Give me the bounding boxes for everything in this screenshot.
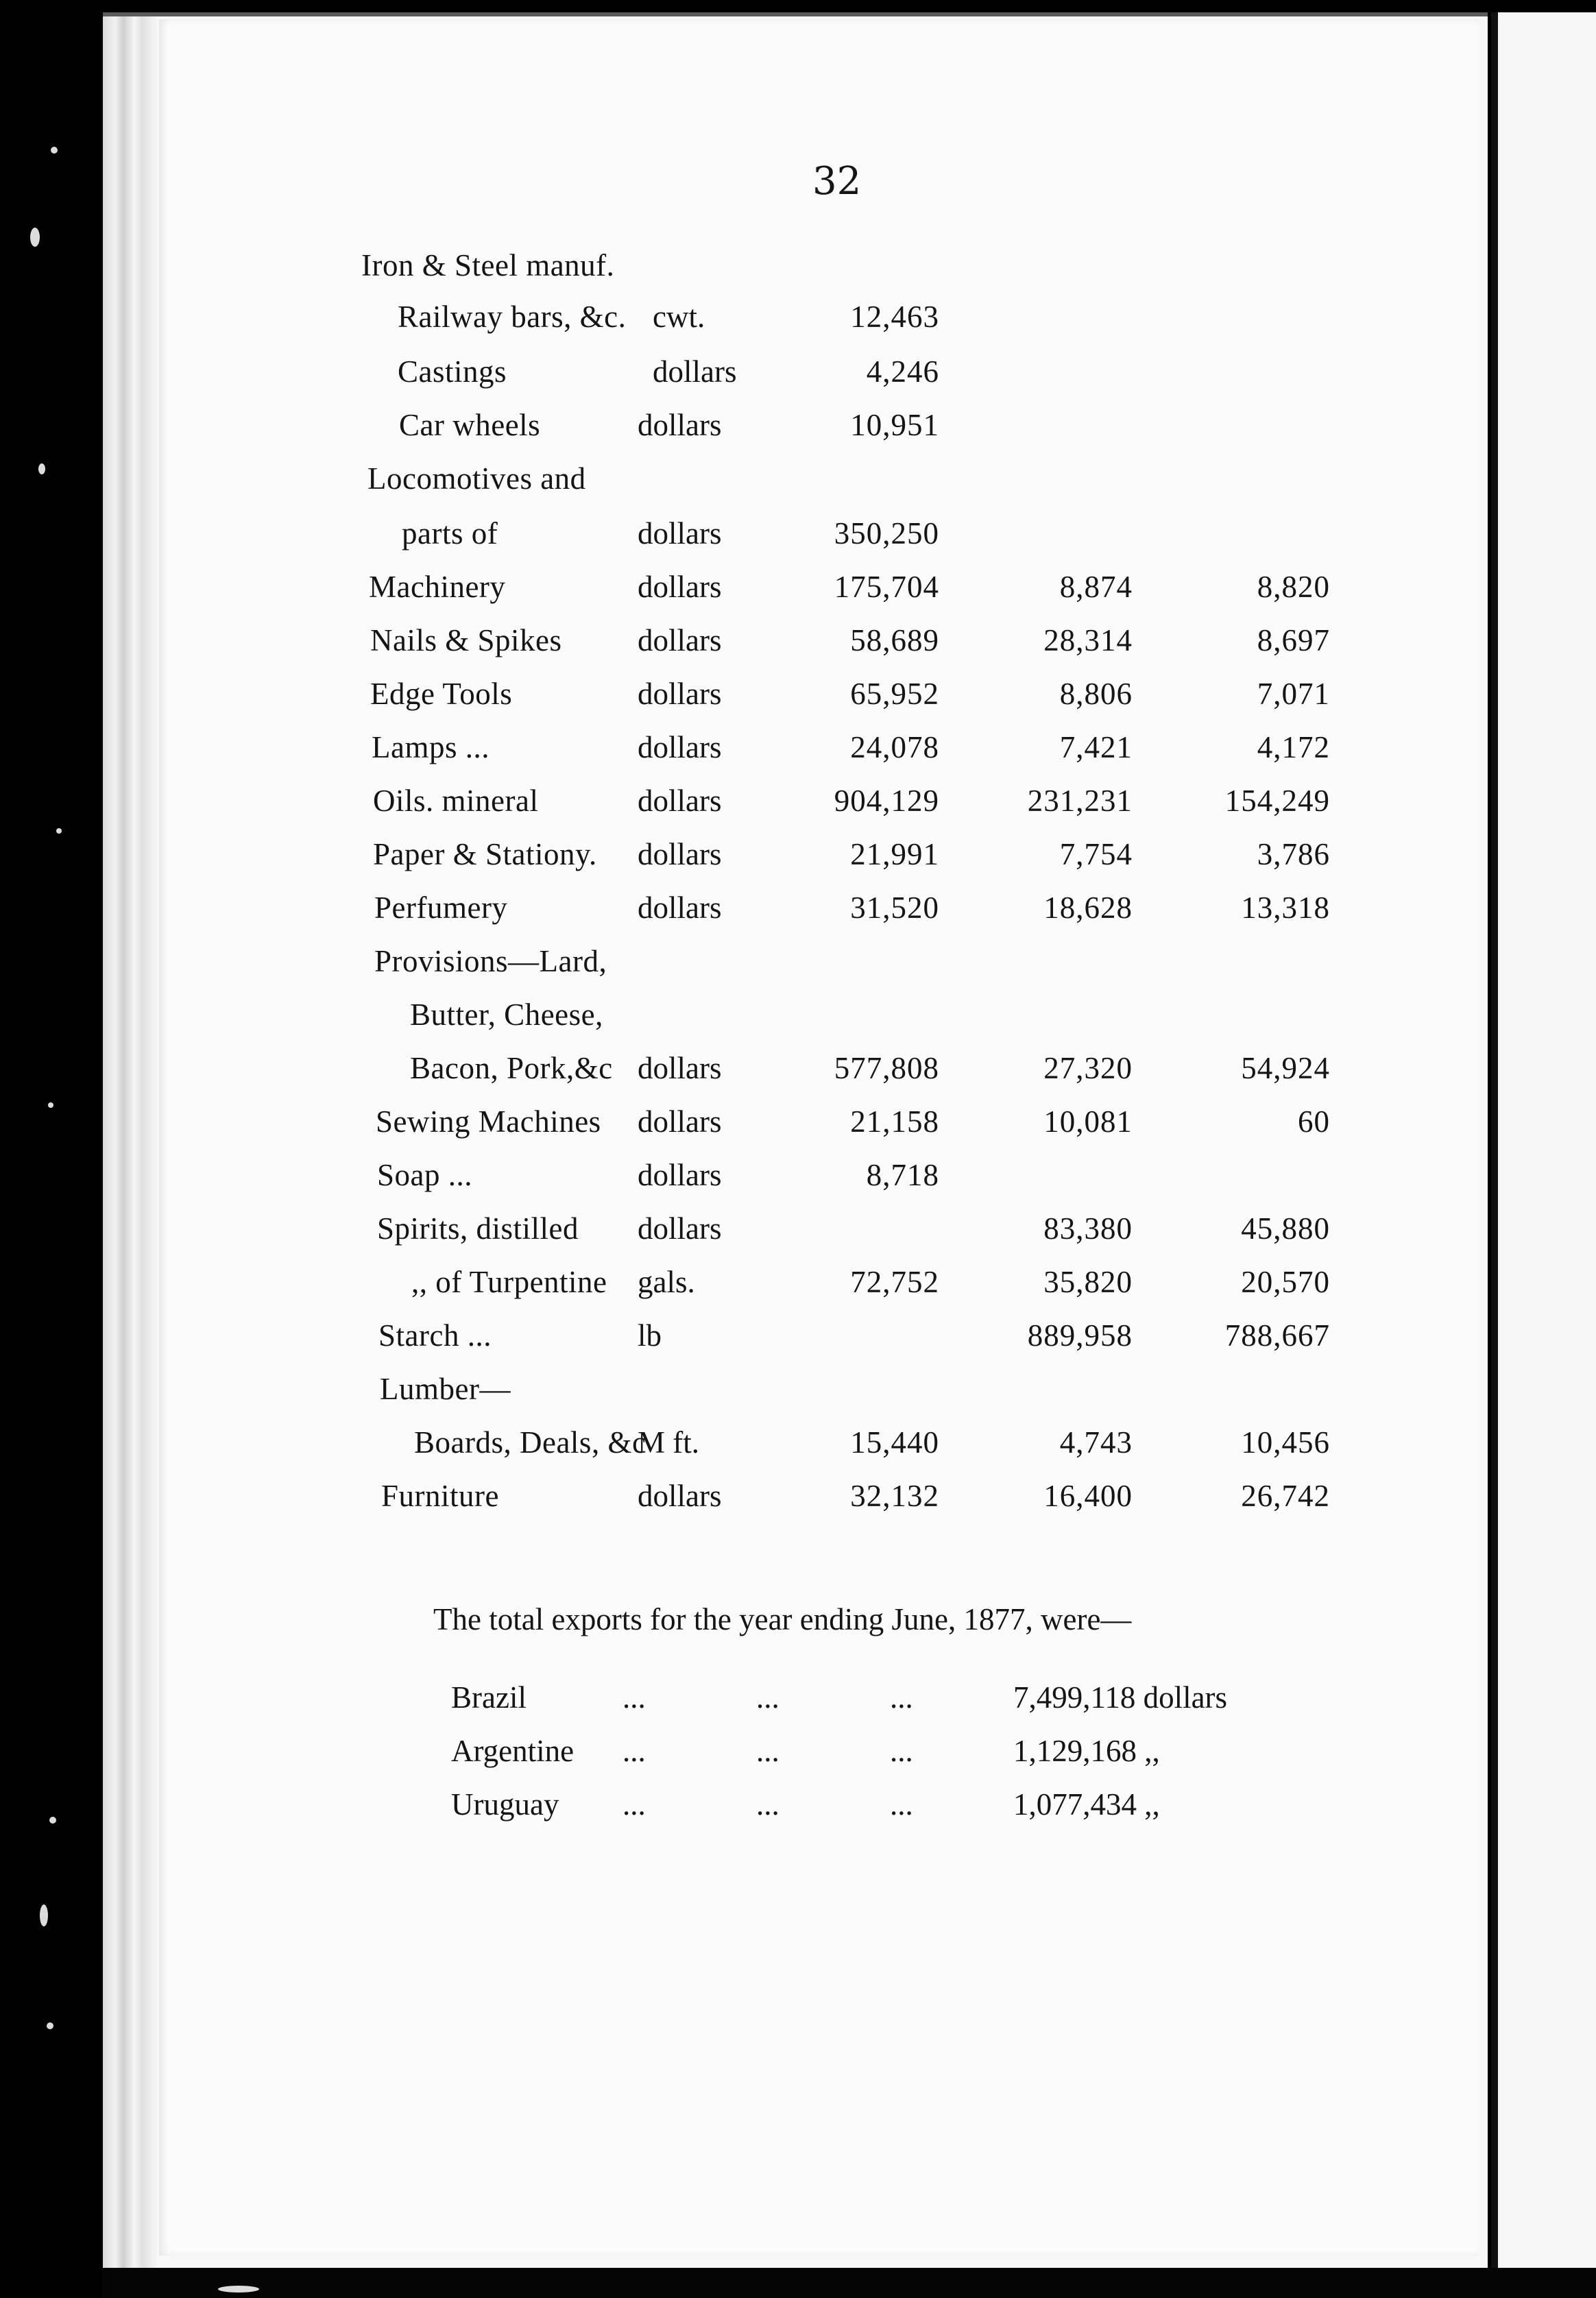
scan-mark <box>47 2022 53 2029</box>
scan-mark <box>56 828 62 834</box>
value-col3: 788,667 <box>1224 1318 1330 1353</box>
value-col3: 20,570 <box>1241 1265 1330 1299</box>
summary-row <box>451 1787 1287 1828</box>
row-label: Locomotives and <box>367 461 586 496</box>
row-unit: lb <box>638 1318 662 1353</box>
table-row <box>0 1320 1596 1362</box>
row-label: Oils. mineral <box>373 784 539 818</box>
table-row <box>0 1267 1596 1308</box>
table-row <box>0 1481 1596 1522</box>
row-label: Furniture <box>381 1479 499 1513</box>
summary-intro: The total exports for the year ending June, 1877, were— <box>433 1602 1132 1636</box>
scan-mark <box>51 147 58 154</box>
value-col1: 8,718 <box>866 1158 939 1192</box>
row-unit: dollars <box>638 1104 722 1139</box>
row-label: ,, of Turpentine <box>411 1265 607 1299</box>
value-col1: 904,129 <box>834 784 939 818</box>
table-row <box>0 732 1596 773</box>
summary-country: Argentine <box>451 1734 575 1768</box>
table-row <box>0 463 1596 505</box>
row-label: Soap ... <box>377 1158 472 1192</box>
value-col1: 4,246 <box>866 354 939 389</box>
row-label: Iron & Steel manuf. <box>361 248 615 282</box>
row-label: parts of <box>402 516 498 551</box>
value-col3: 13,318 <box>1241 891 1330 925</box>
table-row <box>0 518 1596 559</box>
value-col3: 3,786 <box>1257 837 1330 871</box>
table-row <box>0 302 1596 343</box>
table-row <box>0 786 1596 827</box>
bottom-strip <box>103 2268 1596 2298</box>
row-unit: gals. <box>638 1265 695 1299</box>
value-col1: 350,250 <box>834 516 939 551</box>
value-col3: 45,880 <box>1241 1211 1330 1246</box>
summary-value: 1,129,168 ,, <box>1013 1734 1160 1768</box>
row-unit: dollars <box>638 891 722 925</box>
table-row <box>0 893 1596 934</box>
row-unit: dollars <box>638 1051 722 1085</box>
value-col2: 889,958 <box>1027 1318 1133 1353</box>
row-unit: dollars <box>638 1158 722 1192</box>
scan-mark <box>218 2286 259 2293</box>
summary-country: Uruguay <box>451 1787 559 1822</box>
value-col2: 8,874 <box>1059 570 1133 604</box>
value-col2: 231,231 <box>1027 784 1133 818</box>
row-label: Butter, Cheese, <box>410 997 603 1032</box>
value-col2: 7,421 <box>1059 730 1133 764</box>
row-label: Edge Tools <box>370 677 513 711</box>
scan-mark <box>40 1904 48 1926</box>
row-label: Machinery <box>369 570 506 604</box>
table-row <box>0 1213 1596 1255</box>
value-col3: 54,924 <box>1241 1051 1330 1085</box>
value-col2: 7,754 <box>1059 837 1133 871</box>
value-col2: 8,806 <box>1059 677 1133 711</box>
value-col1: 72,752 <box>850 1265 939 1299</box>
row-label: Provisions—Lard, <box>374 944 607 978</box>
row-unit: cwt. <box>653 300 705 334</box>
summary-value: 1,077,434 ,, <box>1013 1787 1160 1822</box>
page-number: 32 <box>812 159 862 204</box>
row-label: Nails & Spikes <box>370 623 562 657</box>
value-col2: 10,081 <box>1043 1104 1133 1139</box>
value-col3: 8,697 <box>1257 623 1330 657</box>
value-col3: 7,071 <box>1257 677 1330 711</box>
row-label: Railway bars, &c. <box>398 300 627 334</box>
value-col1: 21,991 <box>850 837 939 871</box>
table-row <box>0 356 1596 398</box>
summary-value: 7,499,118 dollars <box>1013 1680 1228 1715</box>
table-row <box>0 250 1596 291</box>
summary-leader-dots: ... ... ... <box>622 1680 913 1715</box>
summary-leader-dots: ... ... ... <box>622 1734 913 1768</box>
row-label: Paper & Stationy. <box>373 837 597 871</box>
row-unit: M ft. <box>638 1425 699 1460</box>
value-col1: 577,808 <box>834 1051 939 1085</box>
row-label: Perfumery <box>374 891 508 925</box>
value-col3: 154,249 <box>1224 784 1330 818</box>
row-label: Castings <box>398 354 507 389</box>
value-col1: 24,078 <box>850 730 939 764</box>
row-label: Lumber— <box>380 1372 511 1406</box>
value-col2: 28,314 <box>1043 623 1133 657</box>
summary-row <box>451 1680 1287 1721</box>
value-col3: 8,820 <box>1257 570 1330 604</box>
row-unit: dollars <box>638 837 722 871</box>
row-unit: dollars <box>638 677 722 711</box>
row-label: Starch ... <box>378 1318 492 1353</box>
row-unit: dollars <box>638 730 722 764</box>
table-row <box>0 839 1596 880</box>
value-col3: 4,172 <box>1257 730 1330 764</box>
summary-country: Brazil <box>451 1680 527 1715</box>
row-unit: dollars <box>638 408 722 442</box>
row-unit: dollars <box>638 570 722 604</box>
value-col3: 10,456 <box>1241 1425 1330 1460</box>
value-col1: 31,520 <box>850 891 939 925</box>
row-label: Sewing Machines <box>376 1104 601 1139</box>
scan-mark <box>49 1817 56 1824</box>
row-unit: dollars <box>653 354 737 389</box>
row-label: Car wheels <box>399 408 541 442</box>
row-label: Spirits, distilled <box>377 1211 579 1246</box>
value-col1: 58,689 <box>850 623 939 657</box>
table-row <box>0 1053 1596 1094</box>
value-col3: 60 <box>1298 1104 1330 1139</box>
table-row <box>0 410 1596 451</box>
row-label: Boards, Deals, &c <box>414 1425 646 1460</box>
summary-row <box>451 1733 1287 1774</box>
row-unit: dollars <box>638 516 722 551</box>
value-col2: 16,400 <box>1043 1479 1133 1513</box>
value-col1: 15,440 <box>850 1425 939 1460</box>
row-unit: dollars <box>638 623 722 657</box>
value-col1: 65,952 <box>850 677 939 711</box>
table-row <box>0 997 1596 1041</box>
value-col1: 21,158 <box>850 1104 939 1139</box>
table-row <box>0 1160 1596 1201</box>
value-col1: 32,132 <box>850 1479 939 1513</box>
value-col2: 35,820 <box>1043 1265 1133 1299</box>
table-row <box>0 1106 1596 1148</box>
table-row <box>0 679 1596 720</box>
row-unit: dollars <box>638 1479 722 1513</box>
table-row <box>0 1427 1596 1468</box>
row-unit: dollars <box>638 1211 722 1246</box>
value-col2: 27,320 <box>1043 1051 1133 1085</box>
value-col1: 175,704 <box>834 570 939 604</box>
row-label: Lamps ... <box>372 730 489 764</box>
value-col2: 18,628 <box>1043 891 1133 925</box>
value-col2: 4,743 <box>1059 1425 1133 1460</box>
scan-mark <box>30 228 40 247</box>
table-row <box>0 946 1596 987</box>
value-col1: 10,951 <box>850 408 939 442</box>
table-row <box>0 1374 1596 1415</box>
row-label: Bacon, Pork,&c <box>410 1051 613 1085</box>
value-col3: 26,742 <box>1241 1479 1330 1513</box>
table-row <box>0 572 1596 613</box>
row-unit: dollars <box>638 784 722 818</box>
table-row <box>0 625 1596 666</box>
summary-leader-dots: ... ... ... <box>622 1787 913 1822</box>
value-col1: 12,463 <box>850 300 939 334</box>
value-col2: 83,380 <box>1043 1211 1133 1246</box>
